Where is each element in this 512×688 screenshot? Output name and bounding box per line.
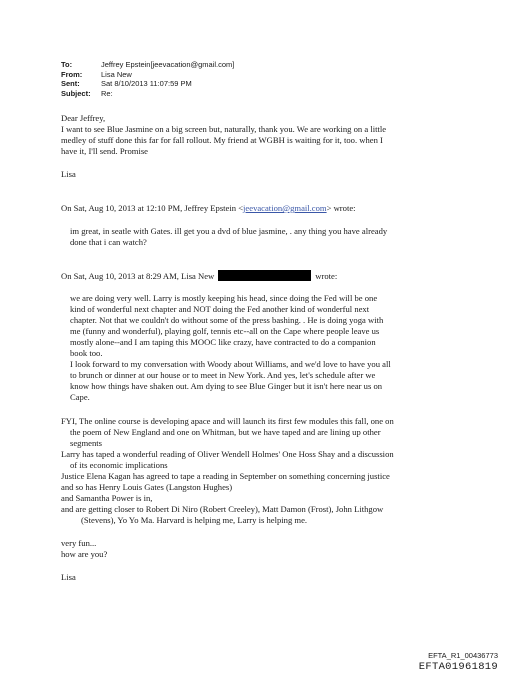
quote2-line: kind of wonderful next chapter and NOT doing the Fed another kind of wonderful next [70,304,370,314]
greeting: Dear Jeffrey, [61,113,106,123]
quote1-line: im great, in seatle with Gates. ill get you a dvd of blue jasmine, . any thing you have already [70,226,388,236]
email-header [61,60,234,98]
footer-ref-small: EFTA_R1_00436773 [428,651,498,660]
fyi-line: Larry has taped a wonderful reading of Oliver Wendell Holmes' One Hoss Shay and a discussion [61,449,394,459]
header-sent-row [61,79,234,89]
quote2-line: Cape. [70,392,90,402]
header-to-row [61,60,234,70]
quote1-attribution [61,203,356,214]
reply-line: I want to see Blue Jasmine on a big screen but, naturally, thank you. We are working on a little [61,124,387,134]
reply-signature: Lisa [61,169,76,179]
from-label: From: [61,69,83,79]
quote2-attribution [61,270,337,282]
quote2-line: I look forward to my conversation with Woody about Williams, and we'd love to have you all [70,359,391,369]
closing-line: how are you? [61,549,108,559]
to-label: To: [61,60,73,69]
to-value: Jeffrey Epstein[jeevacation@gmail.com] [101,60,235,69]
quote2-line: to brunch or dinner at our house or to meet in New York. And yes, let's schedule after we [70,370,376,380]
closing-signature: Lisa [61,572,76,582]
subject-value: Re: [101,88,113,98]
quote2-line: book too. [70,348,103,358]
subject-label: Subject: [61,88,91,98]
fyi-line: and are getting closer to Robert Di Niro (Robert Creeley), Matt Damon (Frost), John Lithgow [61,504,384,514]
quote2-line: chapter. Not that we couldn't do without some of the press bashing. . He is doing yoga with [70,315,384,325]
quote1-attribution-post: > wrote: [326,203,356,213]
fyi-line: FYI, The online course is developing apace and will launch its first few modules this fall, one on [61,416,394,426]
quote1-attribution-pre: On Sat, Aug 10, 2013 at 12:10 PM, Jeffrey Epstein < [61,203,244,213]
closing-line: very fun... [61,538,97,548]
sent-label: Sent: [61,79,80,88]
reply-line: have it, I'll send. Promise [61,146,148,156]
quote2-line: we are doing very well. Larry is mostly keeping his head, since doing the Fed will be one [70,293,378,303]
quote2-line: mostly alone--and I am taping this MOOC like crazy, have contracted to do a companion [70,337,376,347]
quote1-line: done that i can watch? [70,237,147,247]
quote2-attribution-pre: On Sat, Aug 10, 2013 at 8:29 AM, Lisa New [61,271,215,281]
fyi-line: Justice Elena Kagan has agreed to tape a reading in September on something concerning justice [61,471,390,481]
footer-ref-large: EFTA01961819 [418,661,498,673]
quote2-attribution-post: wrote: [315,271,338,281]
from-value: Lisa New [101,69,132,79]
fyi-line: (Stevens), Yo Yo Ma. Harvard is helping me, Larry is helping me. [81,515,308,525]
reply-line: medley of stuff done this far for fall rollout. My friend at WGBH is waiting for it, too. when I [61,135,383,145]
fyi-line: the poem of New England and one on Whitman, but we have taped and are lining up other [70,427,381,437]
fyi-line: and so has Henry Louis Gates (Langston Hughes) [61,482,233,492]
fyi-line: of its economic implications [70,460,168,470]
quote2-line: know how things have shaken out. Am dying to see Blue Ginger but it isn't here near us on [70,381,383,391]
sent-value: Sat 8/10/2013 11:07:59 PM [101,79,192,88]
header-subject-row [61,89,234,99]
quote2-line: me (funny and wonderful), playing golf, tennis etc--all on the Cape where people leave us [70,326,380,336]
fyi-line: segments [70,438,102,448]
fyi-line: and Samantha Power is in, [61,493,153,503]
quote1-email-link[interactable]: jeevacation@gmail.com [243,203,327,213]
header-from-row [61,70,234,80]
redaction-box [218,270,311,281]
